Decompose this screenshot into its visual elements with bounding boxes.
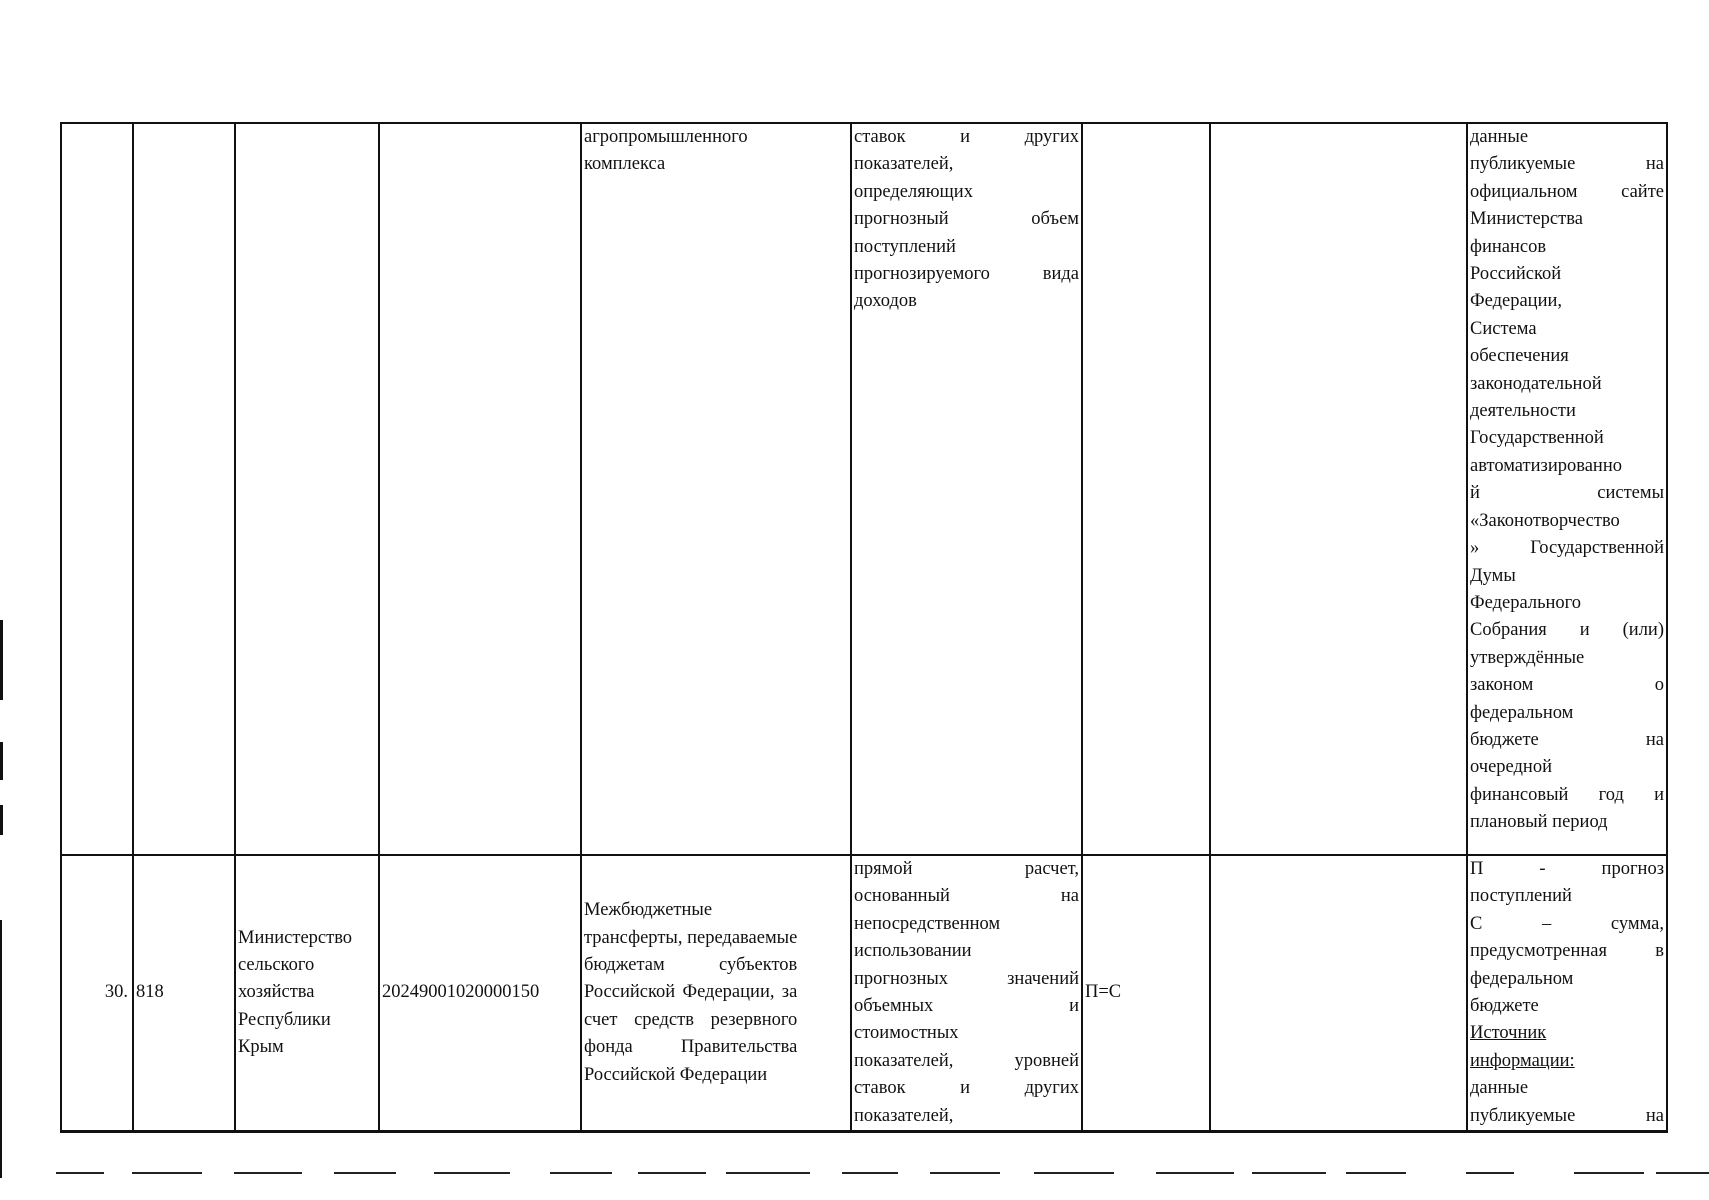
text-line: прогнозных значений <box>854 968 1079 989</box>
text-line: ставок и других <box>854 1078 1079 1099</box>
dash-segment <box>638 1172 706 1174</box>
dash-segment <box>334 1172 396 1174</box>
text-line: й системы <box>1470 483 1664 504</box>
text-line: автоматизированно <box>1470 455 1622 476</box>
formula-cell <box>1082 855 1210 1132</box>
text-line: определяющих <box>854 181 973 202</box>
dash-segment <box>1574 1172 1644 1174</box>
code-value: 818 <box>136 982 164 1003</box>
row-number-cell <box>61 123 133 855</box>
text-line: утверждённые <box>1470 647 1585 668</box>
text-line: «Законотворчество <box>1470 510 1620 531</box>
dash-segment <box>842 1172 898 1174</box>
table-row <box>61 123 1667 855</box>
text-line: Российской Федерации <box>584 1064 768 1085</box>
text-line: Межбюджетные <box>584 900 713 921</box>
dash-segment <box>930 1172 1000 1174</box>
text-line: данные <box>1470 1078 1529 1099</box>
code-cell <box>133 855 235 1132</box>
dash-segment <box>1466 1172 1514 1174</box>
text-line: бюджетам субъектов <box>584 954 798 975</box>
text-line: счет средств резервного <box>584 1009 798 1030</box>
text-line: Министерства <box>1470 209 1583 230</box>
scan-edge-mark <box>0 620 3 700</box>
text-line: бюджете на <box>1470 729 1664 750</box>
text-line: законодательной <box>1470 373 1602 394</box>
text-line: показателей, уровней <box>854 1050 1079 1071</box>
text-line: объемных и <box>854 996 1079 1017</box>
text-line: финансов <box>1470 236 1547 257</box>
text-line: ставок и других <box>854 127 1079 147</box>
text-line: Собрания и (или) <box>1470 620 1664 641</box>
text-line: Федерации, <box>1470 291 1562 312</box>
income-name-cell <box>581 855 851 1132</box>
method-cell <box>851 123 1082 855</box>
dash-segment <box>1346 1172 1406 1174</box>
text-line: Федерального <box>1470 592 1582 613</box>
scan-edge-mark <box>0 920 2 1178</box>
text-line: Система <box>1470 318 1537 339</box>
kbk-cell <box>379 855 581 1132</box>
dash-segment <box>1656 1172 1709 1174</box>
table-row <box>61 855 1667 1132</box>
text-line: законом о <box>1470 675 1664 696</box>
text-line: П - прогноз <box>1470 859 1664 879</box>
income-forecast-table <box>60 122 1668 1133</box>
text-line: предусмотренная в <box>1470 941 1664 962</box>
blank-cell <box>1210 855 1467 1132</box>
text-line: » Государственной <box>1470 538 1664 559</box>
text-line: федеральном <box>1470 702 1574 723</box>
text-line: Республики <box>238 1009 331 1030</box>
text-line: Министерство <box>238 927 353 948</box>
text-line: показателей, <box>854 154 954 175</box>
kbk-cell <box>379 123 581 855</box>
text-line: непосредственном <box>854 913 1001 934</box>
text-line: показателей, <box>854 1105 954 1126</box>
text-line: деятельности <box>1470 401 1576 422</box>
text-line: Крым <box>238 1037 284 1058</box>
text-line: публикуемые на <box>1470 1105 1664 1126</box>
kbk-value: 20249001020000150 <box>382 982 540 1003</box>
text-line: доходов <box>854 291 917 312</box>
text-line: Государственной <box>1470 428 1604 449</box>
row-number-cell <box>61 855 133 1132</box>
text-line: агропромышленного <box>584 127 748 147</box>
source-heading: Источник <box>1470 1023 1547 1044</box>
text-line: Думы <box>1470 565 1516 586</box>
dash-segment <box>234 1172 302 1174</box>
text-line: Российской <box>1470 264 1562 285</box>
page-break-dashes <box>56 1172 1709 1176</box>
row-number: 30. <box>104 982 128 1003</box>
code-cell <box>133 123 235 855</box>
text-line: прогнозируемого вида <box>854 264 1079 285</box>
text-line: стоимостных <box>854 1023 959 1044</box>
ministry-cell <box>235 123 379 855</box>
text-line: бюджете <box>1470 996 1539 1017</box>
text-line: хозяйства <box>238 982 315 1003</box>
text-line: поступлений <box>854 236 956 257</box>
text-line: очередной <box>1470 757 1552 778</box>
income-name-cell <box>581 123 851 855</box>
description-cell <box>1467 855 1667 1132</box>
text-line: использовании <box>854 941 972 962</box>
dash-segment <box>550 1172 612 1174</box>
text-line: обеспечения <box>1470 346 1569 367</box>
text-line: трансферты, передаваемые <box>584 927 798 948</box>
text-line: сельского <box>238 954 315 975</box>
formula-value: П=С <box>1085 982 1122 1003</box>
dash-segment <box>1034 1172 1114 1174</box>
text-line: поступлений <box>1470 886 1572 907</box>
text-line: прямой расчет, <box>854 859 1079 879</box>
text-line: С – сумма, <box>1470 913 1664 934</box>
text-line: федеральном <box>1470 968 1574 989</box>
scan-edge-mark <box>0 742 3 780</box>
dash-segment <box>56 1172 104 1174</box>
dash-segment <box>1252 1172 1326 1174</box>
text-line: финансовый год и <box>1470 784 1664 805</box>
text-line: публикуемые на <box>1470 154 1664 175</box>
text-line: прогнозный объем <box>854 209 1079 230</box>
text-line: официальном сайте <box>1470 181 1664 202</box>
dash-segment <box>726 1172 810 1174</box>
description-cell <box>1467 123 1667 855</box>
method-cell <box>851 855 1082 1132</box>
text-line: фонда Правительства <box>584 1037 798 1058</box>
dash-segment <box>434 1172 510 1174</box>
text-line: плановый период <box>1470 812 1608 833</box>
text-line: данные <box>1470 127 1529 147</box>
blank-cell <box>1210 123 1467 855</box>
dash-segment <box>132 1172 202 1174</box>
scan-edge-mark <box>0 805 3 835</box>
text-line: основанный на <box>854 886 1079 907</box>
formula-cell <box>1082 123 1210 855</box>
dash-segment <box>1156 1172 1234 1174</box>
ministry-cell <box>235 855 379 1132</box>
text-line: Российской Федерации, за <box>584 982 798 1003</box>
source-heading: информации: <box>1470 1050 1575 1071</box>
text-line: комплекса <box>584 154 666 175</box>
